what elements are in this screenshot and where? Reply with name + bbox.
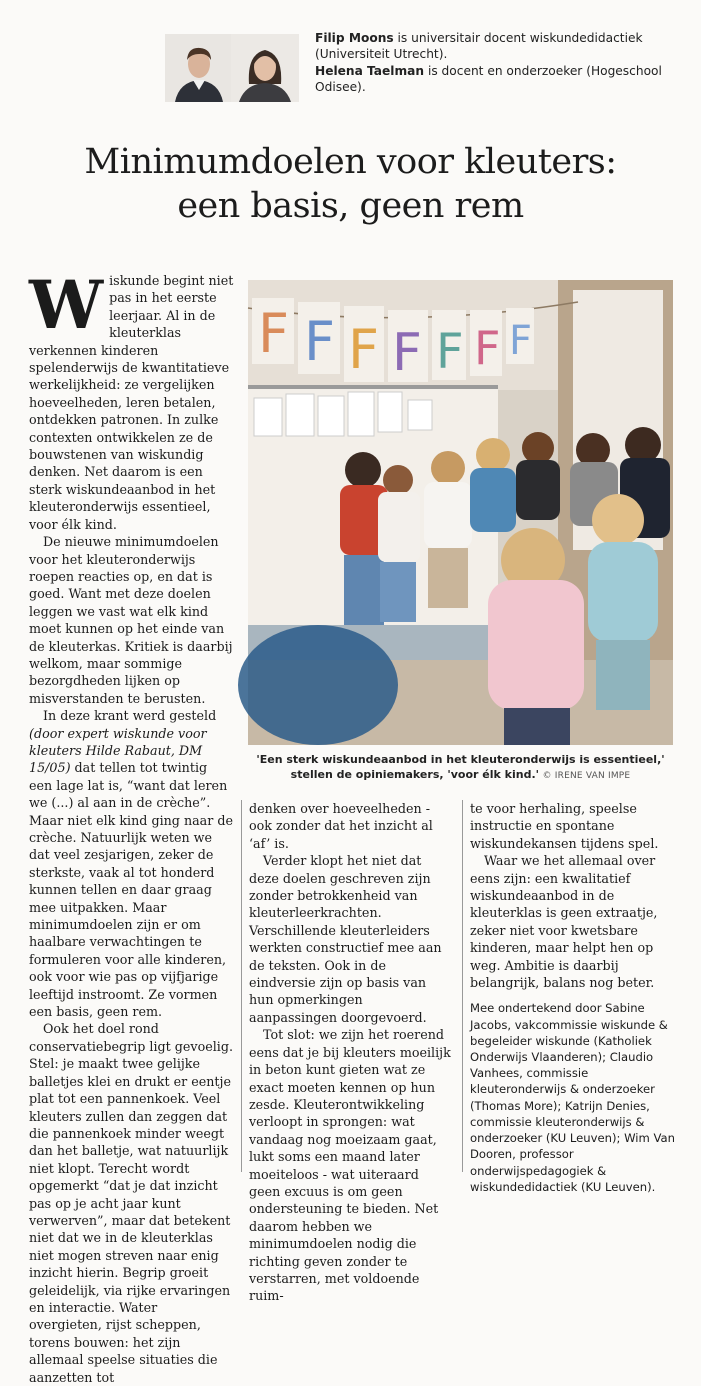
svg-text:F: F: [474, 321, 501, 375]
photo-credit: © IRENE VAN IMPE: [542, 771, 631, 781]
photo-caption: [248, 752, 673, 784]
paragraph: [29, 707, 234, 1020]
author-photo-helena-taelman: [231, 34, 299, 102]
svg-text:F: F: [509, 318, 533, 364]
dropcap: W: [29, 266, 104, 344]
column-divider: [241, 800, 242, 1172]
cosigners-note: Mee ondertekend door Sabine Jacobs, vakcommissie wiskunde & begeleider wiskunde (Katholiek Onderwijs Vlaanderen); Claudio Vanhees, commissie kleuteronderwijs & onderzoeker (Thomas More); Katrijn Denies, commissie kleuteronderwijs & onderzoeker (KU Leuven); Wim Van Dooren, professor onderwijspedagogiek & wiskundedidactiek (KU Leuven).: [470, 1001, 675, 1194]
svg-text:F: F: [436, 324, 464, 380]
author-photo-filip-moons: [165, 34, 233, 102]
paragraph-text: dat tellen tot twintig een lage lat is, “want dat leren we (...) al aan in de crèche”. Maar niet elk kind ging naar de crèche. Natuurlijk weten we dat veel zesjarigen, zeker de sterkste, vaak al tot honderd kunnen tellen en daar graag mee uitpakken. Maar minimumdoelen zijn er om haalbare verwachtingen te formuleren voor alle kinderen, ook voor wie pas op vijfjarige leeftijd instroomt. Ze vormen een basis, geen rem.: [29, 760, 233, 1020]
paragraph: [29, 266, 234, 533]
headline-line-1: Minimumdoelen voor kleuters:: [84, 142, 617, 182]
author-bio-1: [315, 30, 685, 63]
headline: [0, 140, 701, 228]
caption-text: 'Een sterk wiskundeaanbod in het kleuteronderwijs is essentieel,' stellen de opiniemakers, 'voor élk kind.': [256, 753, 665, 781]
paragraph-text: In deze krant werd gesteld: [43, 708, 217, 724]
paragraph: denken over hoeveelheden - ook zonder dat het inzicht al ‘af’ is.: [249, 801, 433, 851]
svg-text:F: F: [258, 302, 290, 365]
paragraph: Tot slot: we zijn het roerend eens dat je bij kleuters moeilijk in beton kunt gieten wat ze exact moeten kennen op hun zesde. Kleuterontwikkeling verloopt in sprongen: wat vandaag nog moeizaam gaat, lukt soms een maand later moeiteloos - wat uiteraard geen excuus is om geen ondersteuning te bieden. Net daarom hebben we minimumdoelen nodig die richting geven zonder te verstarren, met voldoende ruim-: [249, 1027, 451, 1304]
author-role: is docent en onderzoeker (Hogeschool Odisee).: [315, 63, 662, 95]
svg-text:F: F: [304, 310, 336, 373]
headline-line-2: een basis, geen rem: [177, 186, 524, 226]
paragraph-text: iskunde begint niet pas in het eerste leerjaar. Al in de kleuterklas verkennen kinderen spelenderwijs de kwantitatieve werkelijkheid: ze vergelijken hoeveelheden, leren betalen, ontdekken patronen. In zulke contexten ontwikkelen ze de bouwstenen van wiskundig denken. Net daarom is een sterk wiskundeaanbod in het kleuteronderwijs essentieel, voor élk kind.: [29, 273, 234, 532]
paragraph: Verder klopt het niet dat deze doelen geschreven zijn zonder betrokkenheid van kleuterleerkrachten. Verschillende kleuterleiders werkten constructief mee aan de teksten. Ook in de eindversie zijn op basis van hun opmerkingen aanpassingen doorgevoerd.: [249, 853, 442, 1025]
paragraph: De nieuwe minimumdoelen voor het kleuteronderwijs roepen reacties op, en dat is goed. Want met deze doelen leggen we vast wat elk kind moet kunnen op het einde van de kleuterkas. Kritiek is daarbij welkom, maar sommige bezorgdheden lijken op misverstanden te berusten.: [29, 534, 233, 706]
article-column-2: [249, 800, 454, 1304]
article-column-3: [470, 800, 675, 1194]
svg-text:F: F: [348, 318, 380, 381]
paragraph: Waar we het allemaal over eens zijn: een kwalitatief wiskundeaanbod in de kleuterklas is geen extraatje, zeker niet voor kwetsbare kinderen, maar helpt hen op weg. Ambitie is daarbij belangrijk, balans nog beter.: [470, 853, 658, 991]
author-bios: [315, 30, 685, 96]
classroom-photo: [248, 280, 673, 745]
author-block: [165, 28, 685, 114]
author-name: Helena Taelman: [315, 63, 425, 78]
paragraph: te voor herhaling, speelse instructie en spontane wiskundekansen tijdens spel.: [470, 801, 659, 851]
author-bio-2: [315, 63, 685, 96]
citation: (door expert wiskunde voor kleuters Hilde Rabaut, DM 15/05): [29, 725, 207, 776]
author-role: is universitair docent wiskundedidactiek (Universiteit Utrecht).: [315, 31, 643, 62]
svg-text:F: F: [392, 323, 422, 383]
paragraph: Ook het doel rond conservatiebegrip ligt gevoelig. Stel: je maakt twee gelijke balletjes klei en drukt er eentje plat tot een pannenkoek. Veel kleuters zullen dan zeggen dat die pannenkoek minder weegt dan het balletje, wat natuurlijk niet klopt. Terecht wordt opgemerkt “dat je dat inzicht pas op je acht jaar kunt verwerven”, maar dat betekent niet dat we in de kleuterklas niet mogen streven naar enig inzicht hierin. Begrip groeit geleidelijk, via rijke ervaringen en interactie. Water overgieten, rijst scheppen, torens bouwen: het zijn allemaal speelse situaties die aanzetten tot: [29, 1021, 234, 1385]
column-divider: [462, 800, 463, 1172]
author-name: Filip Moons: [315, 31, 394, 45]
article-column-1: [29, 266, 234, 1385]
